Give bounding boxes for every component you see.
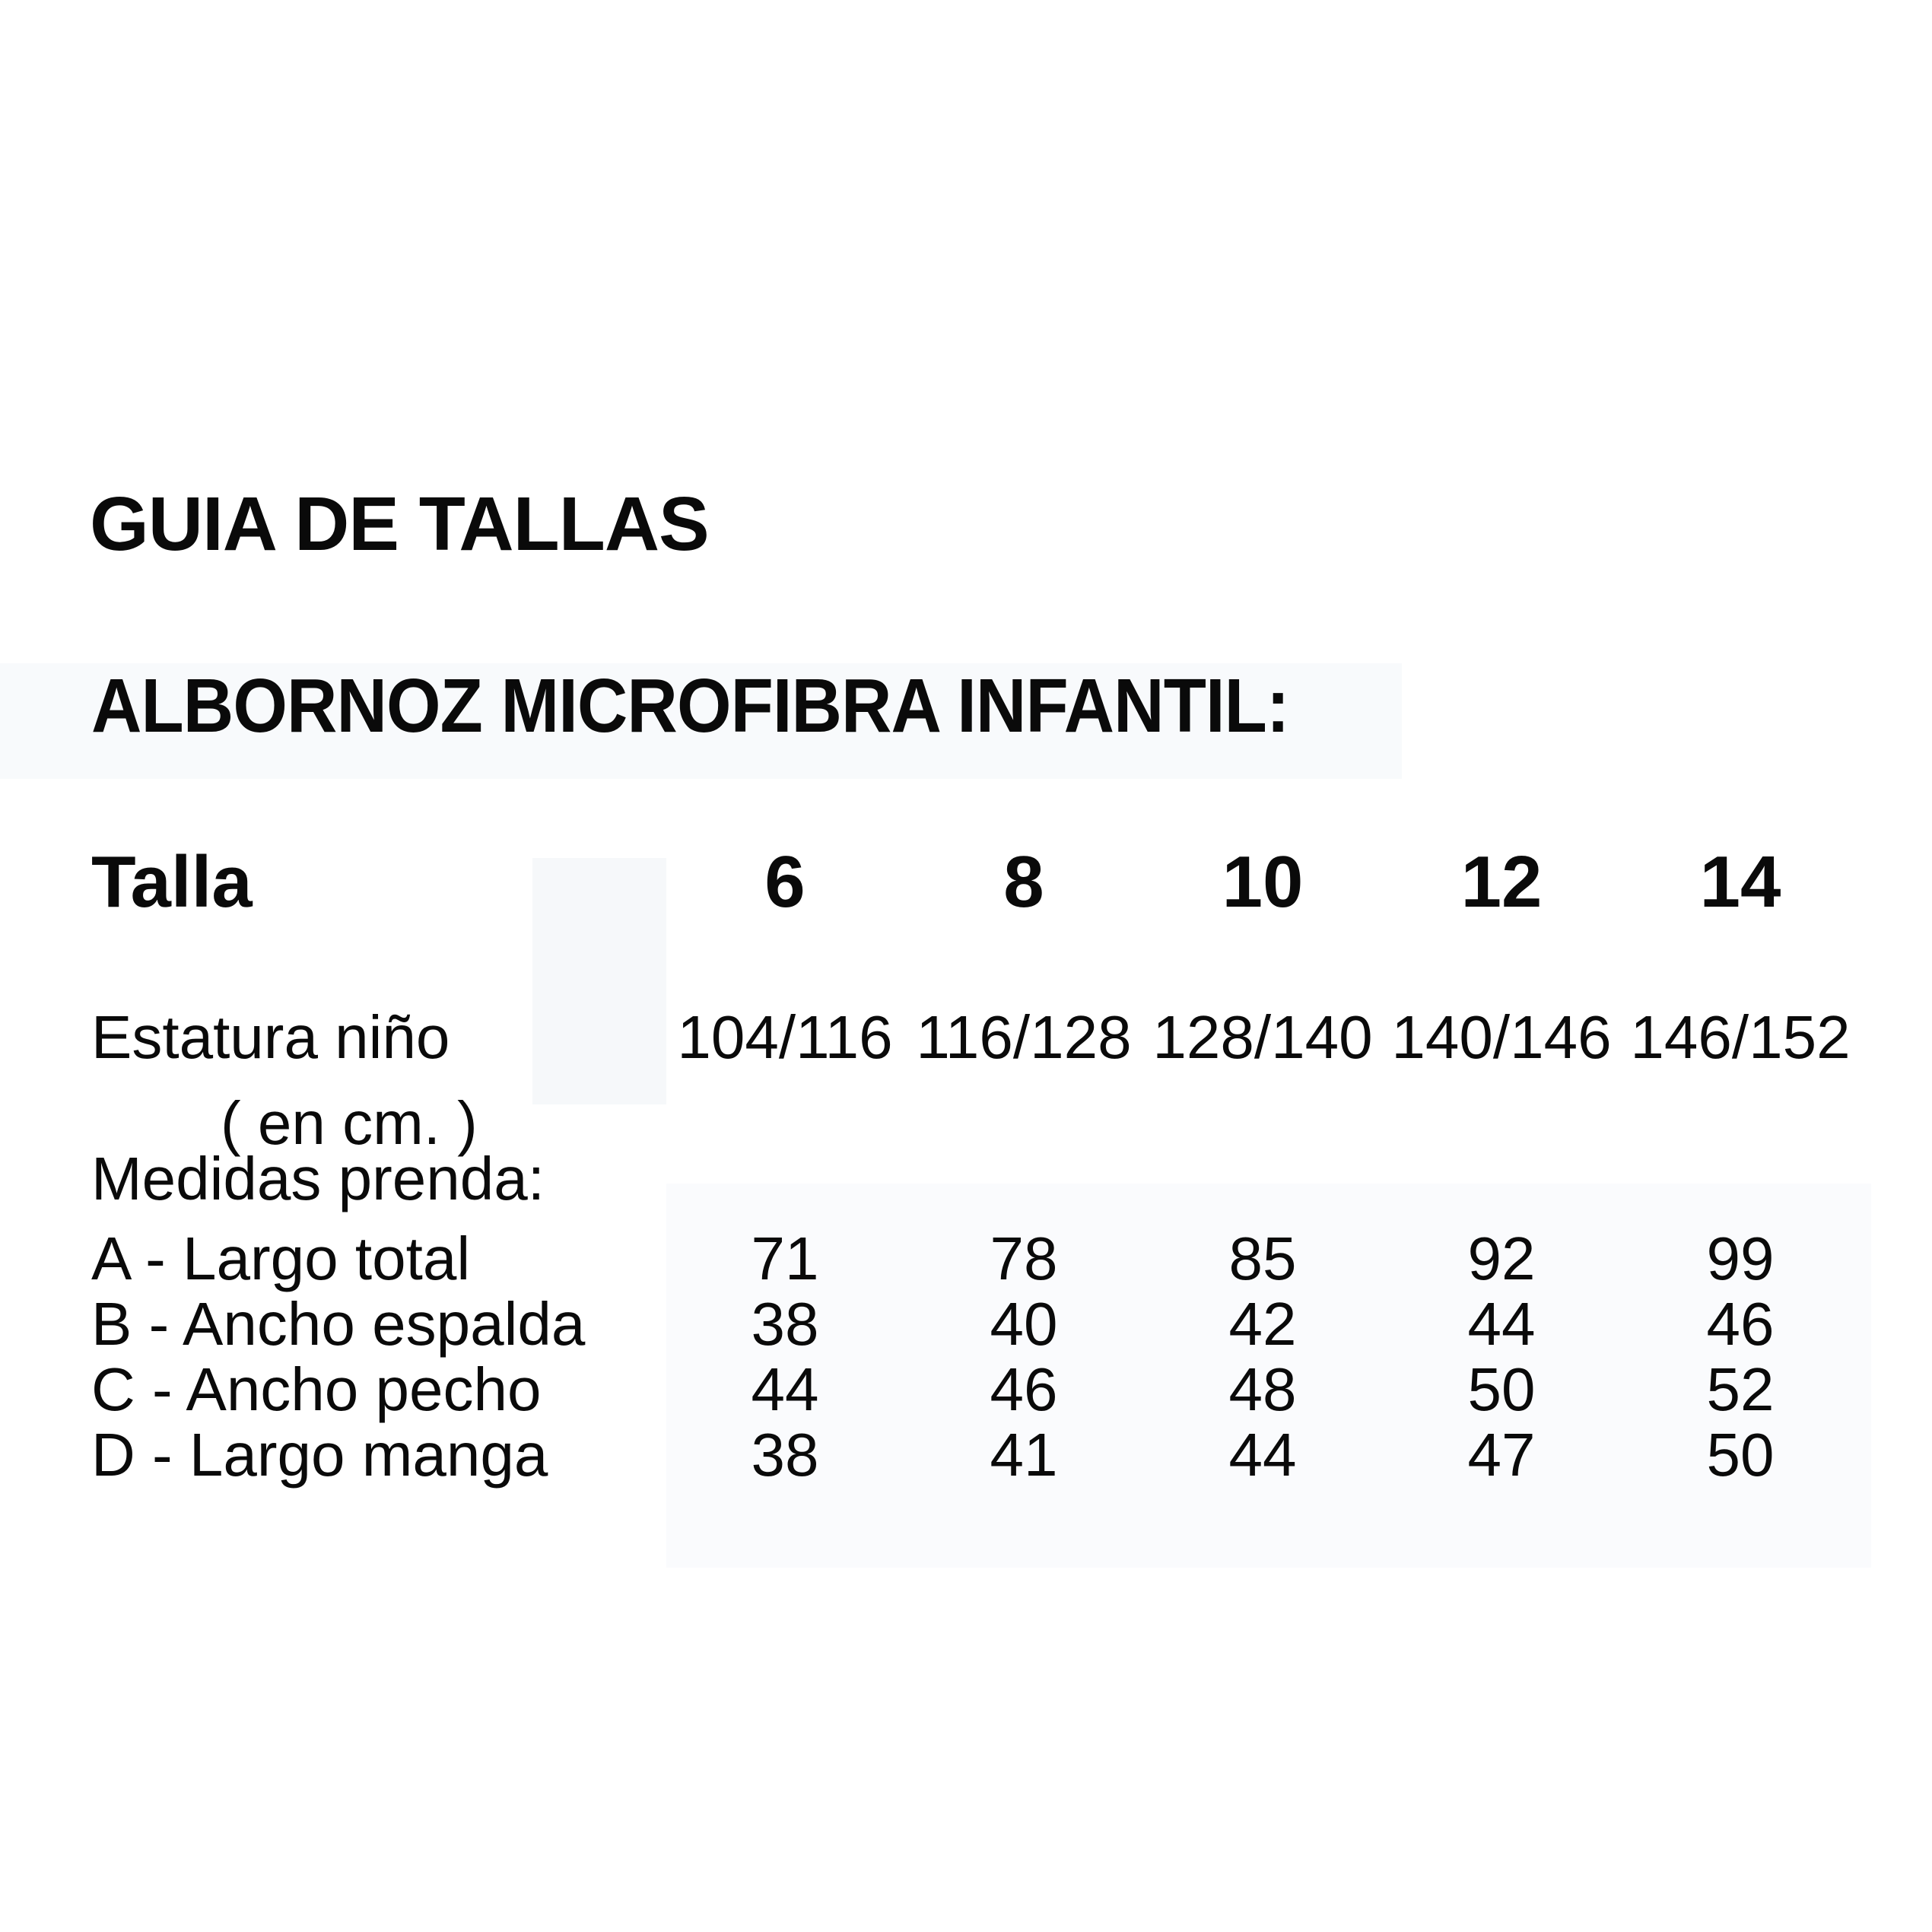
measure-row-label: A - Largo total [91, 1225, 471, 1292]
stature-units-label: ( en cm. ) [221, 1089, 478, 1157]
size-header-6: 6 [764, 841, 806, 923]
size-header-10: 10 [1222, 841, 1304, 923]
measure-value: 38 [751, 1290, 819, 1358]
measure-value: 71 [751, 1225, 819, 1292]
stature-value-size10: 128/140 [1152, 1003, 1373, 1071]
measure-rows [91, 1226, 1860, 1488]
size-header-14: 14 [1699, 841, 1781, 923]
measure-value: 46 [990, 1355, 1058, 1423]
measure-value: 47 [1467, 1421, 1536, 1489]
measure-row-ancho-pecho [91, 1357, 1860, 1422]
measure-value: 85 [1228, 1225, 1297, 1292]
measure-row-largo-total [91, 1226, 1860, 1292]
measure-value: 38 [751, 1421, 819, 1489]
size-header-8: 8 [1003, 841, 1044, 923]
product-heading: ALBORNOZ MICROFIBRA INFANTIL: [91, 663, 1289, 748]
measure-row-largo-manga [91, 1422, 1860, 1488]
measure-value: 48 [1228, 1355, 1297, 1423]
measure-value: 50 [1706, 1421, 1775, 1489]
talla-column-header: Talla [91, 841, 253, 923]
measure-value: 99 [1706, 1225, 1775, 1292]
stature-value-size12: 140/146 [1391, 1003, 1612, 1071]
measure-value: 44 [1467, 1290, 1536, 1358]
size-header-12: 12 [1460, 841, 1543, 923]
stature-value-size6: 104/116 [677, 1003, 893, 1071]
measure-value: 46 [1706, 1290, 1775, 1358]
stature-row [91, 1003, 1860, 1071]
stature-value-size14: 146/152 [1630, 1003, 1851, 1071]
measure-row-label: D - Largo manga [91, 1421, 548, 1489]
garment-measures-label: Medidas prenda: [91, 1145, 545, 1212]
measure-row-label: B - Ancho espalda [91, 1290, 586, 1358]
measure-value: 92 [1467, 1225, 1536, 1292]
measure-value: 44 [1228, 1421, 1297, 1489]
measure-value: 41 [990, 1421, 1058, 1489]
measure-value: 40 [990, 1290, 1058, 1358]
measure-value: 44 [751, 1355, 819, 1423]
page-title: GUIA DE TALLAS [90, 481, 709, 567]
measure-value: 52 [1706, 1355, 1775, 1423]
stature-row-label: Estatura niño [91, 1003, 450, 1071]
measure-value: 50 [1467, 1355, 1536, 1423]
measure-row-ancho-espalda [91, 1292, 1860, 1357]
measure-value: 78 [990, 1225, 1058, 1292]
stature-value-size8: 116/128 [916, 1003, 1132, 1071]
size-header-row [91, 841, 1860, 923]
measure-value: 42 [1228, 1290, 1297, 1358]
measure-row-label: C - Ancho pecho [91, 1355, 542, 1423]
